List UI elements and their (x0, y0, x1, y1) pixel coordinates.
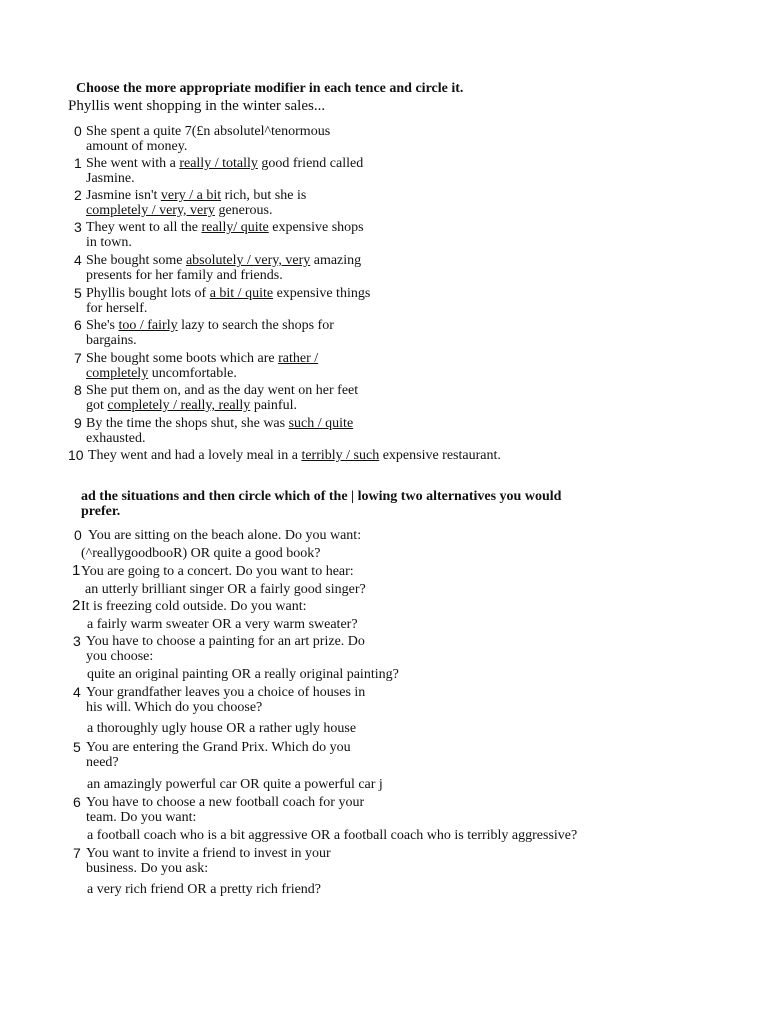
situation-text: It is freezing cold outside. Do you want: (81, 599, 307, 614)
item-number: 4 (74, 252, 82, 268)
situation-text: You want to invite a friend to invest in your (86, 846, 331, 861)
modifier-choice[interactable]: such / quite (288, 416, 354, 431)
item-number: 8 (74, 382, 82, 398)
alternatives[interactable]: (^reallygoodbooR) OR quite a good book? (81, 546, 321, 561)
alternatives[interactable]: a football coach who is a bit aggressive OR a football coach who is terribly aggressive? (87, 828, 578, 843)
modifier-choice[interactable]: completely / really, really (107, 398, 251, 413)
modifier-choice[interactable]: a bit / quite (209, 286, 274, 301)
item-number: 5 (74, 285, 82, 301)
situation-text: team. Do you want: (86, 810, 197, 825)
item-number: 3 (74, 219, 82, 235)
item-line: exhausted. (86, 431, 146, 446)
section2-title-line1: ad the situations and then circle which of the | lowing two alternatives you would (81, 489, 562, 504)
item-number: 7 (74, 350, 82, 366)
situation-text: You are sitting on the beach alone. Do you want: (88, 528, 362, 543)
item-number: 10 (68, 447, 84, 463)
item-line: presents for her family and friends. (86, 268, 283, 283)
item-line: By the time the shops shut, she was such / quite (86, 416, 354, 431)
modifier-choice[interactable]: really/ quite (201, 220, 269, 235)
item-line: amount of money. (86, 139, 188, 154)
item-number: 6 (74, 317, 82, 333)
item-number: 7 (73, 845, 81, 861)
item-line: bargains. (86, 333, 137, 348)
item-line: Jasmine. (86, 171, 135, 186)
item-number: 0 (74, 527, 82, 543)
item-number: 0 (74, 123, 82, 139)
modifier-choice[interactable]: too / fairly (118, 318, 178, 333)
item-line: for herself. (86, 301, 148, 316)
section1-intro: Phyllis went shopping in the winter sales... (68, 98, 326, 114)
alternatives[interactable]: quite an original painting OR a really original painting? (87, 667, 399, 682)
item-line: in town. (86, 235, 132, 250)
item-line: completely / very, very generous. (86, 203, 273, 218)
alternatives[interactable]: a thoroughly ugly house OR a rather ugly house (87, 721, 357, 736)
item-number: 2 (74, 187, 82, 203)
item-number: 1 (74, 155, 82, 171)
modifier-choice[interactable]: really / totally (179, 156, 258, 171)
situation-text: Your grandfather leaves you a choice of houses in (86, 685, 366, 700)
situation-text: You have to choose a painting for an art prize. Do (86, 634, 365, 649)
item-line: Jasmine isn't very / a bit rich, but she is (86, 188, 307, 203)
item-line: She spent a quite 7(£n absolutel^tenormous (86, 124, 331, 139)
situation-text: business. Do you ask: (86, 861, 209, 876)
item-number: 5 (73, 739, 81, 755)
situation-text: need? (86, 755, 119, 770)
item-number: 4 (73, 684, 81, 700)
situation-text: You are going to a concert. Do you want to hear: (81, 564, 354, 579)
item-number: 9 (74, 415, 82, 431)
modifier-choice[interactable]: completely / very, very (86, 203, 215, 218)
modifier-choice[interactable]: completely (86, 366, 149, 381)
item-line: They went to all the really/ quite expensive shops (86, 220, 364, 235)
item-line: She's too / fairly lazy to search the shops for (86, 318, 334, 333)
item-line: Phyllis bought lots of a bit / quite expensive things (86, 286, 371, 301)
item-line: She bought some absolutely / very, very amazing (86, 253, 362, 268)
situation-text: his will. Which do you choose? (86, 700, 263, 715)
item-line: She went with a really / totally good friend called (86, 156, 364, 171)
situation-text: You have to choose a new football coach for your (86, 795, 365, 810)
item-line: completely uncomfortable. (86, 366, 237, 381)
item-number: 3 (73, 633, 81, 649)
modifier-choice[interactable]: rather / (278, 351, 319, 366)
situation-text: You are entering the Grand Prix. Which do you (86, 740, 351, 755)
alternatives[interactable]: an utterly brilliant singer OR a fairly good singer? (85, 582, 366, 597)
item-line: They went and had a lovely meal in a terribly / such expensive restaurant. (88, 448, 501, 463)
alternatives[interactable]: a very rich friend OR a pretty rich friend? (87, 882, 322, 897)
modifier-choice[interactable]: terribly / such (301, 448, 380, 463)
section2-title-line2: prefer. (81, 504, 121, 519)
item-number: 1 (72, 562, 81, 579)
item-line: got completely / really, really painful. (86, 398, 297, 413)
section1-title: Choose the more appropriate modifier in each tence and circle it. (76, 81, 464, 96)
alternatives[interactable]: a fairly warm sweater OR a very warm sweater? (87, 617, 358, 632)
alternatives[interactable]: an amazingly powerful car OR quite a powerful car j (87, 777, 383, 792)
item-number: 2 (72, 597, 81, 614)
situation-text: you choose: (86, 649, 154, 664)
item-line: She put them on, and as the day went on her feet (86, 383, 359, 398)
item-number: 6 (73, 794, 81, 810)
modifier-choice[interactable]: very / a bit (160, 188, 222, 203)
modifier-choice[interactable]: absolutely / very, very (185, 253, 311, 268)
item-line: She bought some boots which are rather / (86, 351, 319, 366)
